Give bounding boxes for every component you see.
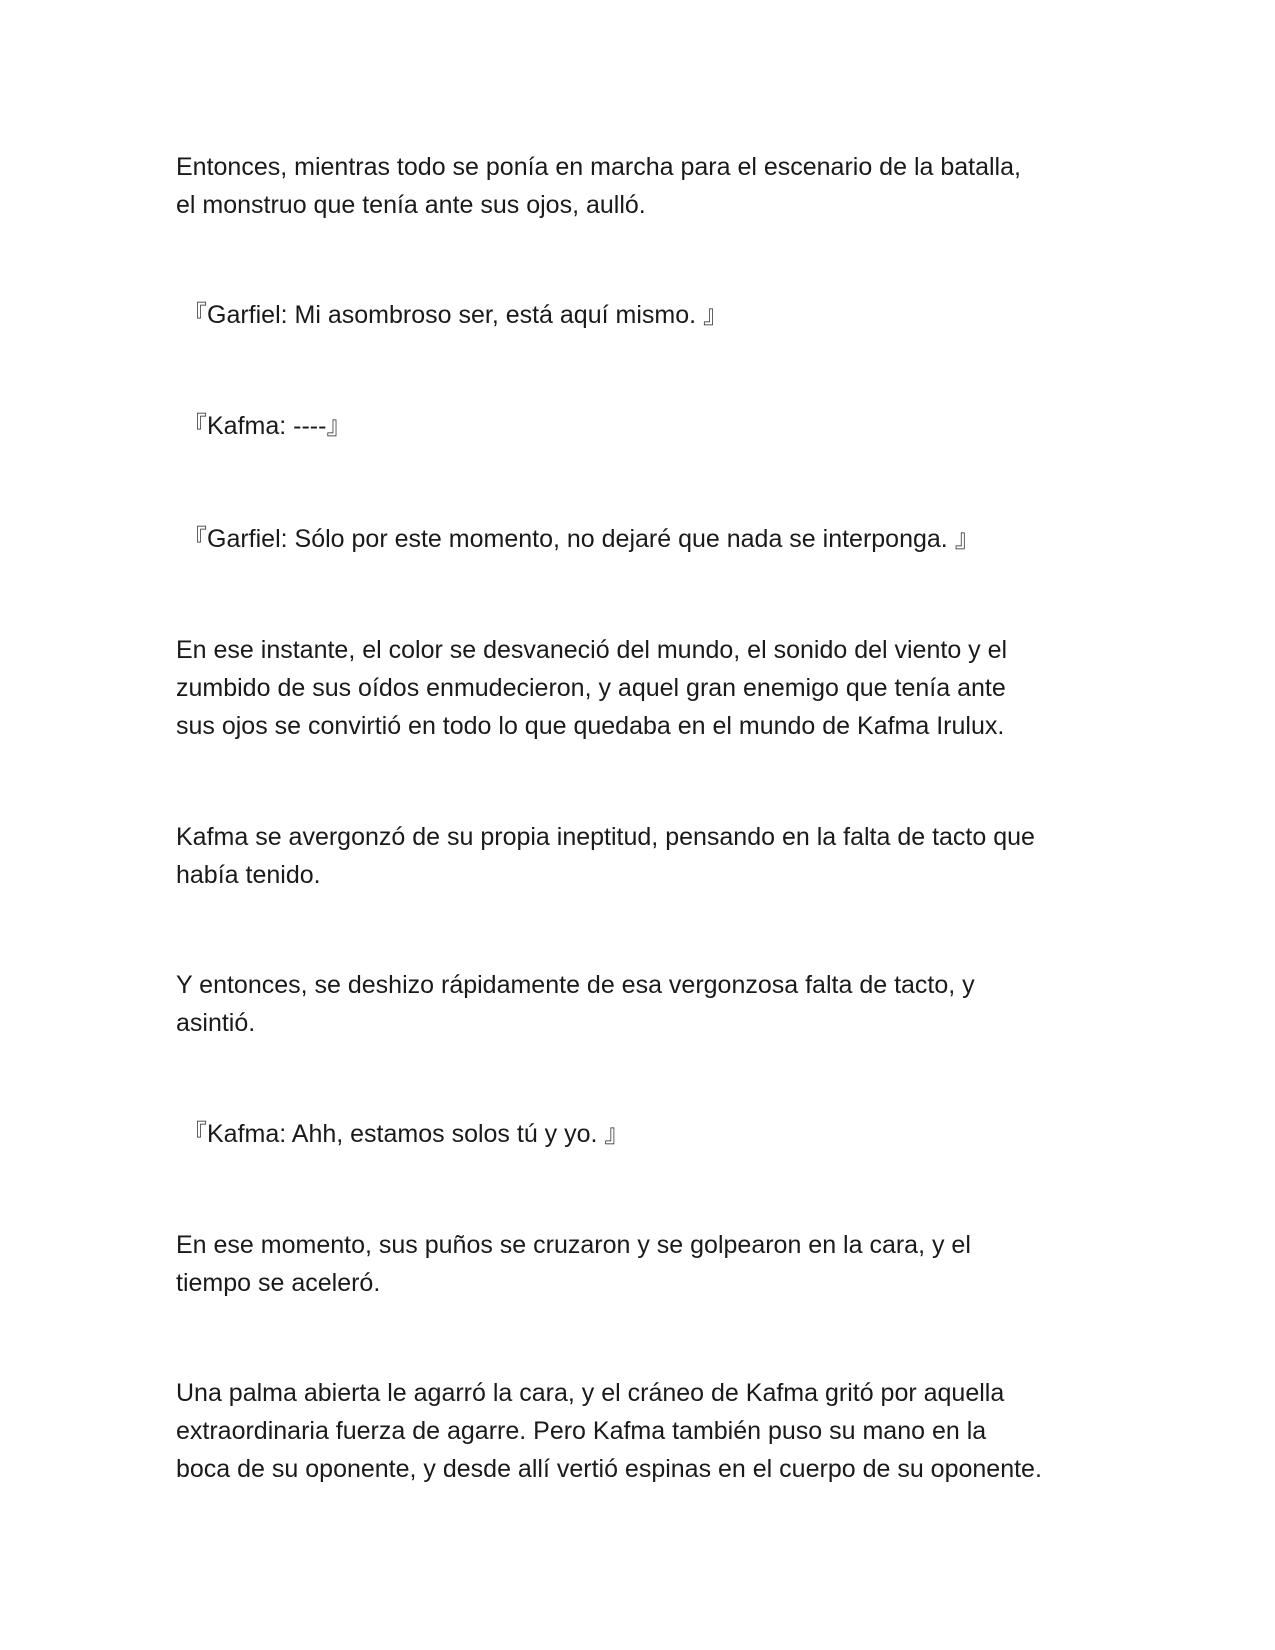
- dialogue-line-garfiel: 『Garfiel: Mi asombroso ser, está aquí mismo. 』: [182, 301, 729, 329]
- dialogue-line-kafma: 『Kafma: Ahh, estamos solos tú y yo. 』: [182, 1120, 630, 1148]
- narration-paragraph: Y entonces, se deshizo rápidamente de esa vergonzosa falta de tacto, y asintió.: [176, 971, 975, 1037]
- dialogue-line-garfiel: 『Garfiel: Sólo por este momento, no dejaré que nada se interponga. 』: [182, 525, 980, 553]
- narration-paragraph: En ese instante, el color se desvaneció del mundo, el sonido del viento y el zumbido de sus oídos enmudecieron, y aquel gran enemigo que tenía ante sus ojos se convirtió en todo lo que quedaba en el mundo de Kafma Irulux.: [176, 636, 1008, 740]
- narration-paragraph: Una palma abierta le agarró la cara, y el cráneo de Kafma gritó por aquella extraordinaria fuerza de agarre. Pero Kafma también puso su mano en la boca de su oponente, y desde allí vertió espinas en el cuerpo de su oponente.: [176, 1379, 1042, 1483]
- narration-paragraph: Kafma se avergonzó de su propia ineptitud, pensando en la falta de tacto que había tenido.: [176, 823, 1035, 889]
- narration-paragraph: Entonces, mientras todo se ponía en marcha para el escenario de la batalla, el monstruo que tenía ante sus ojos, aulló.: [176, 153, 1021, 219]
- narration-paragraph: En ese momento, sus puños se cruzaron y se golpearon en la cara, y el tiempo se aceleró.: [176, 1231, 971, 1297]
- dialogue-line-kafma: 『Kafma: ----』: [182, 412, 352, 440]
